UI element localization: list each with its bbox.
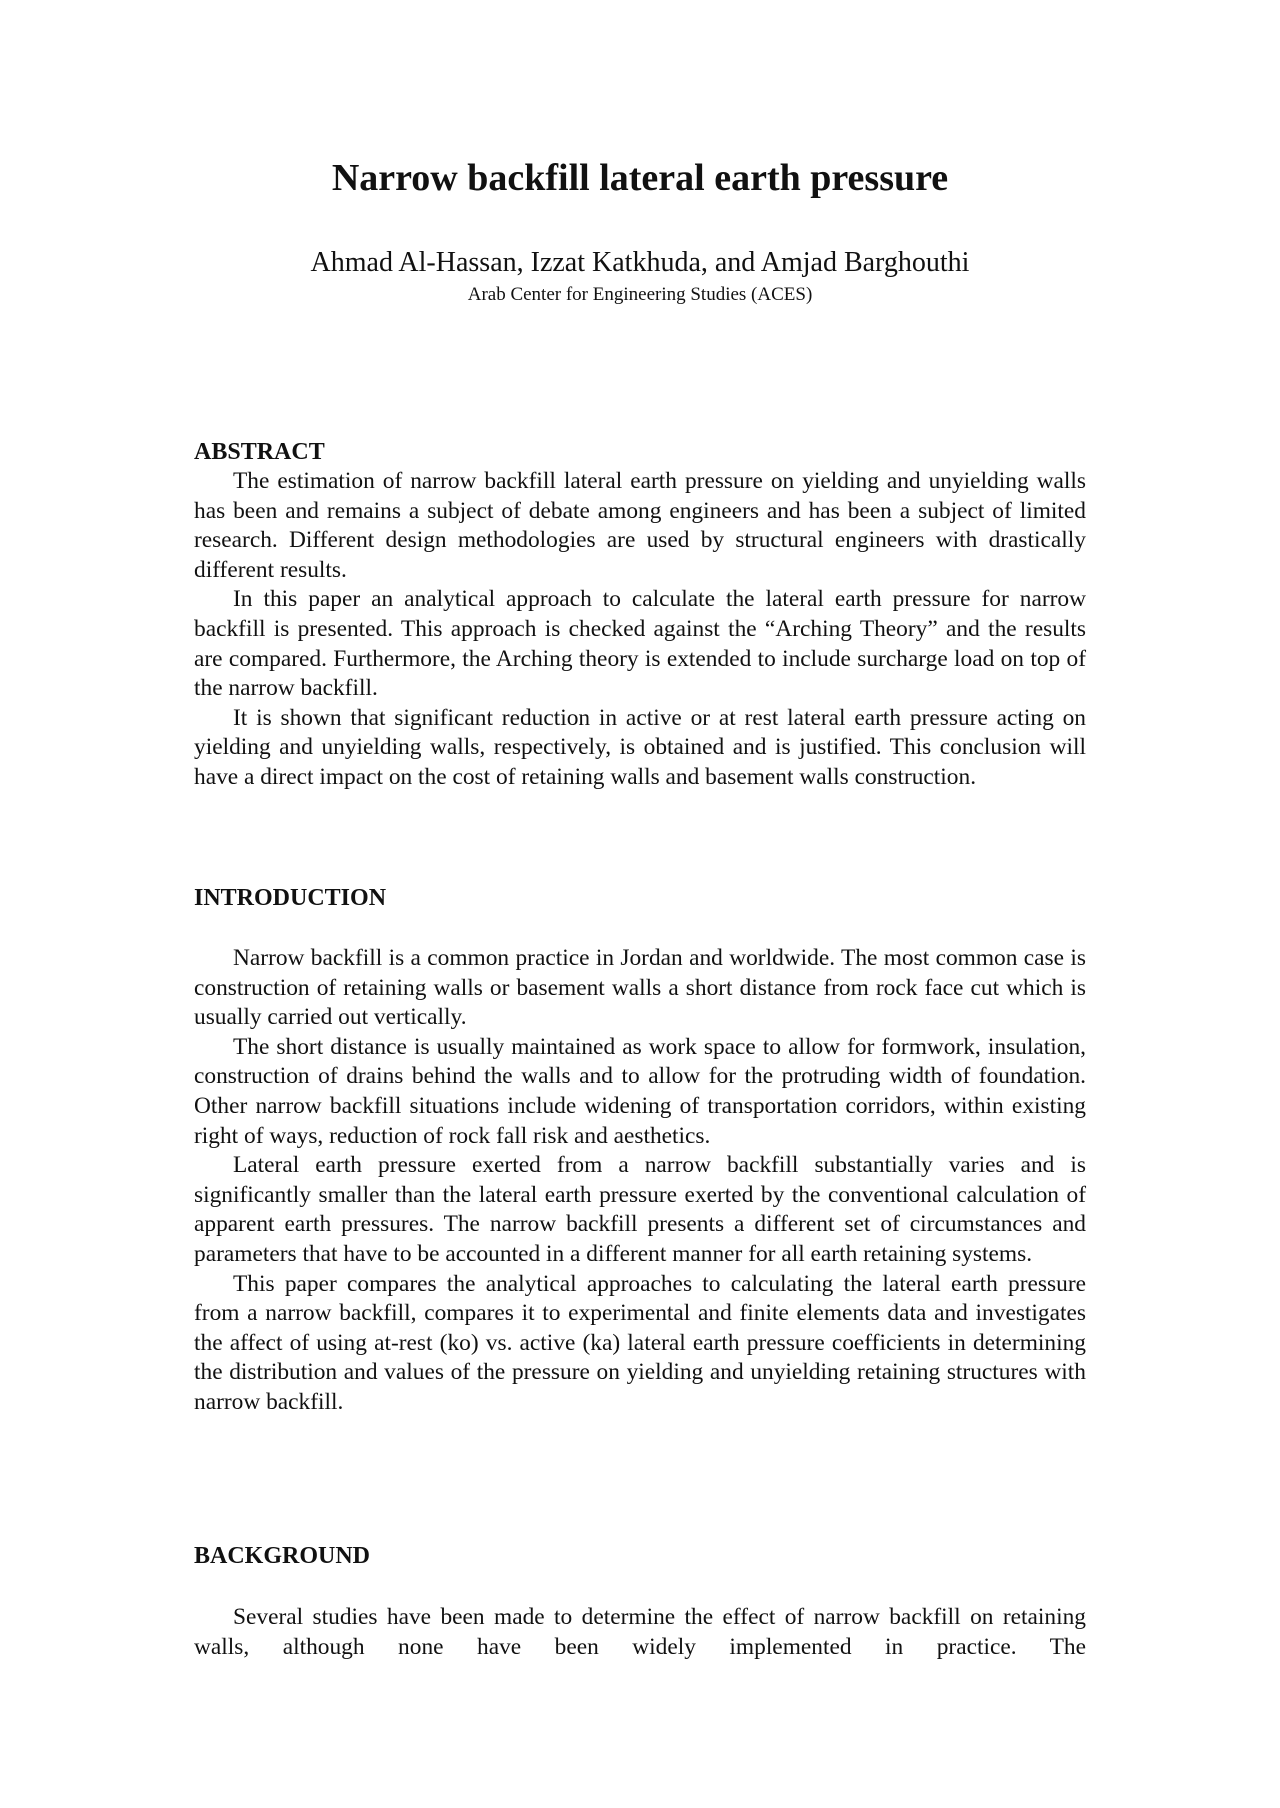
author-affiliation: Arab Center for Engineering Studies (ACES) bbox=[467, 284, 813, 305]
introduction-section bbox=[194, 944, 1086, 1418]
background-paragraph-1: Several studies have been made to determine the effect of narrow backfill on retaining walls, although none have been widely implemented in practice. The bbox=[194, 1604, 1086, 1660]
background-heading: BACKGROUND bbox=[194, 1543, 371, 1569]
background-heading-block bbox=[194, 1541, 1086, 1571]
introduction-paragraph-1: Narrow backfill is a common practice in Jordan and worldwide. The most common case is construction of retaining walls or basement walls a short distance from rock face cut which is usually carried out vertically. bbox=[194, 945, 1086, 1031]
introduction-paragraph-2: The short distance is usually maintained as work space to allow for formwork, insulation, construction of drains behind the walls and to allow for the protruding width of foundation. Other narrow backfill situations include widening of transportation corridors, within existing right of ways, reduction of rock fall risk and aesthetics. bbox=[194, 1033, 1086, 1149]
background-section bbox=[194, 1603, 1086, 1662]
abstract-paragraph-1: The estimation of narrow backfill lateral earth pressure on yielding and unyielding walls has been and remains a subject of debate among engineers and has been a subject of limited research. Different design methodologies are used by structural engineers with drastically different results. bbox=[194, 468, 1086, 583]
paper-title: Narrow backfill lateral earth pressure bbox=[331, 157, 949, 199]
author-list: Ahmad Al-Hassan, Izzat Katkhuda, and Amjad Barghouthi bbox=[310, 247, 970, 278]
introduction-heading-block bbox=[194, 883, 1086, 913]
abstract-heading: ABSTRACT bbox=[194, 439, 325, 465]
introduction-heading: INTRODUCTION bbox=[194, 885, 387, 911]
abstract-paragraph-3: It is shown that significant reduction in active or at rest lateral earth pressure acting on yielding and unyielding walls, respectively, is obtained and is justified. This conclusion will have a direct impact on the cost of retaining walls and basement walls construction. bbox=[194, 704, 1086, 790]
introduction-paragraph-3: Lateral earth pressure exerted from a narrow backfill substantially varies and is significantly smaller than the lateral earth pressure exerted by the conventional calculation of apparent earth pressures. The narrow backfill presents a different set of circumstances and parameters that have to be accounted in a different manner for all earth retaining systems. bbox=[194, 1152, 1086, 1267]
abstract-section bbox=[194, 437, 1086, 793]
abstract-paragraph-2: In this paper an analytical approach to calculate the lateral earth pressure for narrow backfill is presented. This approach is checked against the “Arching Theory” and the results are compared. Furthermore, the Arching theory is extended to include surcharge load on top of the narrow backfill. bbox=[194, 586, 1086, 702]
introduction-paragraph-4: This paper compares the analytical approaches to calculating the lateral earth pressure from a narrow backfill, compares it to experimental and finite elements data and investigates the affect of using at-rest (ko) vs. active (ka) lateral earth pressure coefficients in determining the distribution and values of the pressure on yielding and unyielding retaining structures with narrow backfill. bbox=[194, 1270, 1086, 1415]
